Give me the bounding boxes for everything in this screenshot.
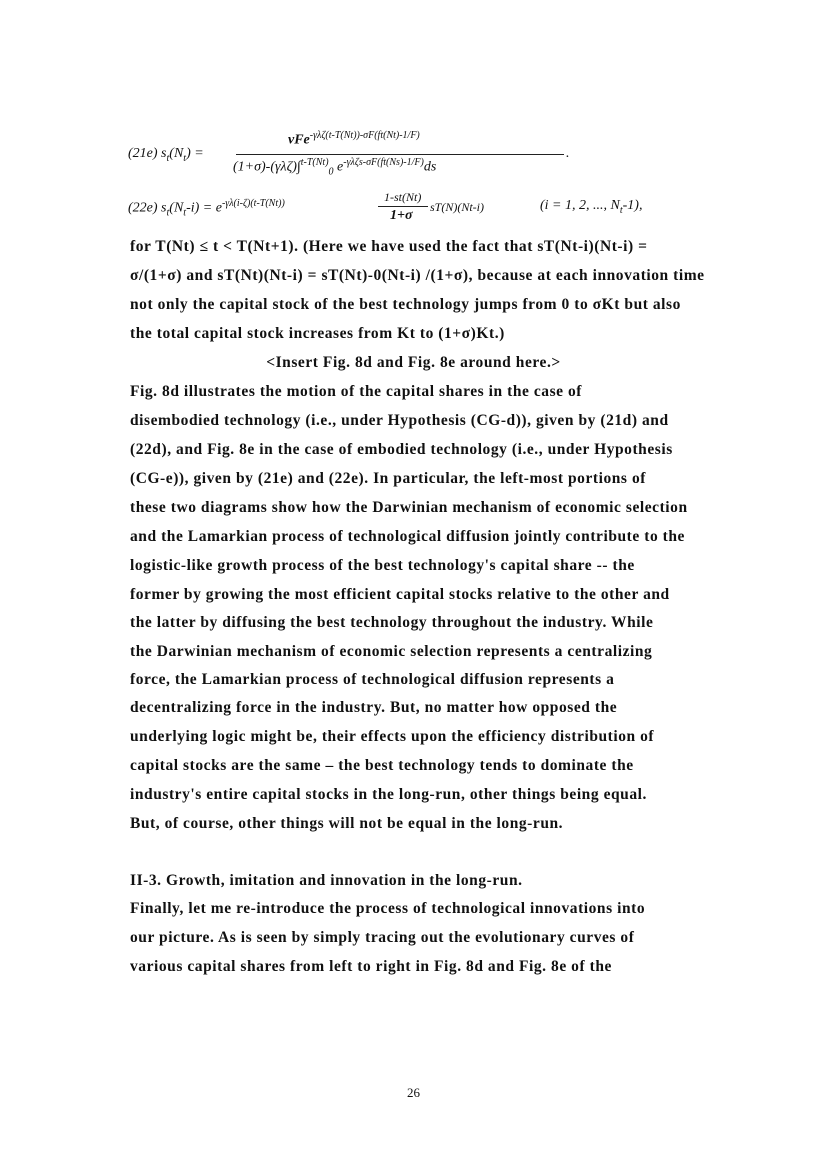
page-number: 26 bbox=[407, 1085, 420, 1100]
body-line-11: force, the Lamarkian process of technological diffusion represents a bbox=[130, 671, 615, 688]
body-line-3: (22d), and Fig. 8e in the case of embodied technology (i.e., under Hypothesis bbox=[130, 441, 673, 458]
body-line-10: the Darwinian mechanism of economic selection represents a centralizing bbox=[130, 643, 653, 660]
eq22e-tail: sT(N)(Nt-i) bbox=[430, 200, 484, 214]
equation-22e bbox=[128, 188, 708, 232]
body-line-6: and the Lamarkian process of technological diffusion jointly contribute to the bbox=[130, 528, 685, 545]
body-line-13: underlying logic might be, their effects upon the efficiency distribution of bbox=[130, 728, 655, 745]
eq22e-condition: (i = 1, 2, ..., $N_t-1$), bbox=[540, 198, 643, 216]
eq22e-fraction-bar bbox=[378, 206, 428, 207]
body-line-15: industry's entire capital stocks in the long-run, other things being equal. bbox=[130, 786, 647, 803]
eq21e-denominator: (1+σ)-(γλζ)∫$^{t-T(Nt)}_0$ $e^{-\gamma\lambda\zeta s-\sigma F(ft(Ns)-1/F)}ds$ bbox=[233, 157, 437, 178]
body-line-4: (CG-e)), given by (21e) and (22e). In particular, the left-most portions of bbox=[130, 470, 646, 487]
eq22e-lhs: (22e) $s_t(N_t-i) = e^{-\gamma\lambda(i-\zeta)(t-T(Nt))}$ bbox=[128, 198, 285, 219]
paragraph-line-2: σ/(1+σ) and sT(Nt)(Nt-i) = sT(Nt)-0(Nt-i) /(1+σ), because at each innovation time bbox=[130, 267, 705, 284]
body-line-8: former by growing the most efficient capital stocks relative to the other and bbox=[130, 586, 670, 603]
body-line-16: But, of course, other things will not be equal in the long-run. bbox=[130, 815, 564, 832]
equation-21e bbox=[128, 130, 588, 180]
body-line-5: these two diagrams show how the Darwinian mechanism of economic selection bbox=[130, 499, 688, 516]
eq22e-fraction-numerator: 1-st(Nt) bbox=[384, 190, 422, 204]
body-line-12: decentralizing force in the industry. But, no matter how opposed the bbox=[130, 699, 618, 716]
section-line-2: our picture. As is seen by simply tracing out the evolutionary curves of bbox=[130, 929, 635, 946]
body-line-2: disembodied technology (i.e., under Hypothesis (CG-d)), given by (21d) and bbox=[130, 412, 669, 429]
body-line-1: Fig. 8d illustrates the motion of the capital shares in the case of bbox=[130, 383, 583, 400]
body-line-7: logistic-like growth process of the best technology's capital share -- the bbox=[130, 557, 635, 574]
paragraph-line-1: for T(Nt) ≤ t < T(Nt+1). (Here we have used the fact that sT(Nt-i)(Nt-i) = bbox=[130, 238, 648, 255]
eq22e-fraction-denominator: 1+σ bbox=[390, 208, 413, 223]
section-line-3: various capital shares from left to right in Fig. 8d and Fig. 8e of the bbox=[130, 958, 612, 975]
body-line-9: the latter by diffusing the best technology throughout the industry. While bbox=[130, 614, 654, 631]
eq21e-fraction-bar bbox=[236, 154, 564, 155]
paragraph-line-3: not only the capital stock of the best technology jumps from 0 to σKt but also bbox=[130, 296, 681, 313]
section-line-1: Finally, let me re-introduce the process of technological innovations into bbox=[130, 900, 646, 917]
paragraph-line-4: the total capital stock increases from Kt to (1+σ)Kt.) bbox=[130, 325, 505, 342]
eq21e-numerator: vFe$^{-\gamma\lambda\zeta(t-T(Nt))-\sigma F(ft(Nt)-1/F)}$ bbox=[288, 130, 420, 148]
eq21e-lhs: (21e) $s_t(N_t)$ = bbox=[128, 146, 204, 164]
body-line-14: capital stocks are the same – the best technology tends to dominate the bbox=[130, 757, 634, 774]
section-heading: II-3. Growth, imitation and innovation in the long-run. bbox=[130, 872, 523, 889]
insert-figure-note: <Insert Fig. 8d and Fig. 8e around here.> bbox=[266, 354, 561, 371]
eq21e-period: . bbox=[566, 146, 570, 161]
